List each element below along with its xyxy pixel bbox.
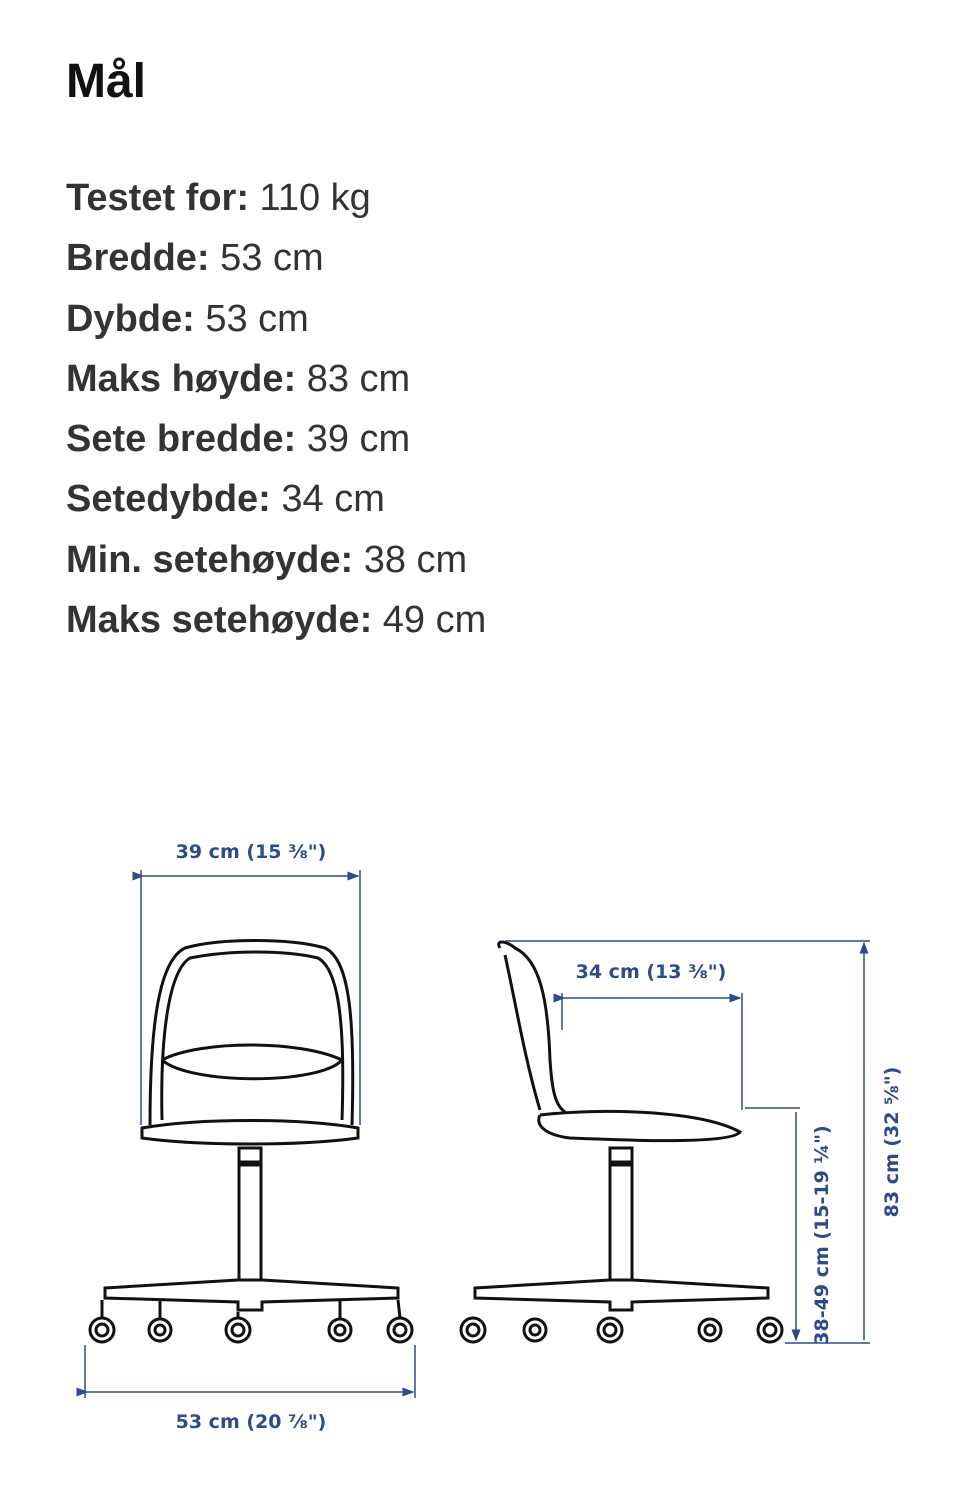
spec-value: 53 cm bbox=[220, 237, 324, 280]
spec-value: 83 cm bbox=[306, 357, 411, 400]
spec-value: 53 cm bbox=[205, 297, 309, 340]
spec-label: Sete bredde: bbox=[66, 418, 297, 461]
spec-value: 49 cm bbox=[382, 599, 487, 642]
side-view-chair bbox=[461, 942, 782, 1342]
seat-width-label: 39 cm (15 ⅜") bbox=[175, 841, 327, 863]
spec-value: 38 cm bbox=[363, 538, 468, 581]
spec-label: Min. setehøyde: bbox=[66, 538, 354, 581]
spec-label: Maks setehøyde: bbox=[66, 599, 373, 642]
front-view-chair bbox=[90, 941, 412, 1343]
spec-value: 39 cm bbox=[306, 418, 411, 461]
spec-label: Dybde: bbox=[66, 297, 195, 340]
width-label: 53 cm (20 ⅞") bbox=[175, 1411, 327, 1433]
seat-depth-label: 34 cm (13 ⅜") bbox=[575, 961, 727, 983]
page-title: Mål bbox=[66, 55, 147, 108]
height-label: 83 cm (32 ⅝") bbox=[881, 1066, 903, 1218]
spec-label: Maks høyde: bbox=[66, 357, 297, 400]
spec-value: 110 kg bbox=[259, 177, 371, 219]
spec-label: Bredde: bbox=[66, 237, 210, 280]
spec-label: Setedybde: bbox=[66, 478, 271, 521]
spec-label: Testet for: bbox=[66, 177, 249, 219]
seat-height-label: 38-49 cm (15-19 ¼") bbox=[811, 1125, 833, 1345]
spec-value: 34 cm bbox=[281, 478, 385, 521]
